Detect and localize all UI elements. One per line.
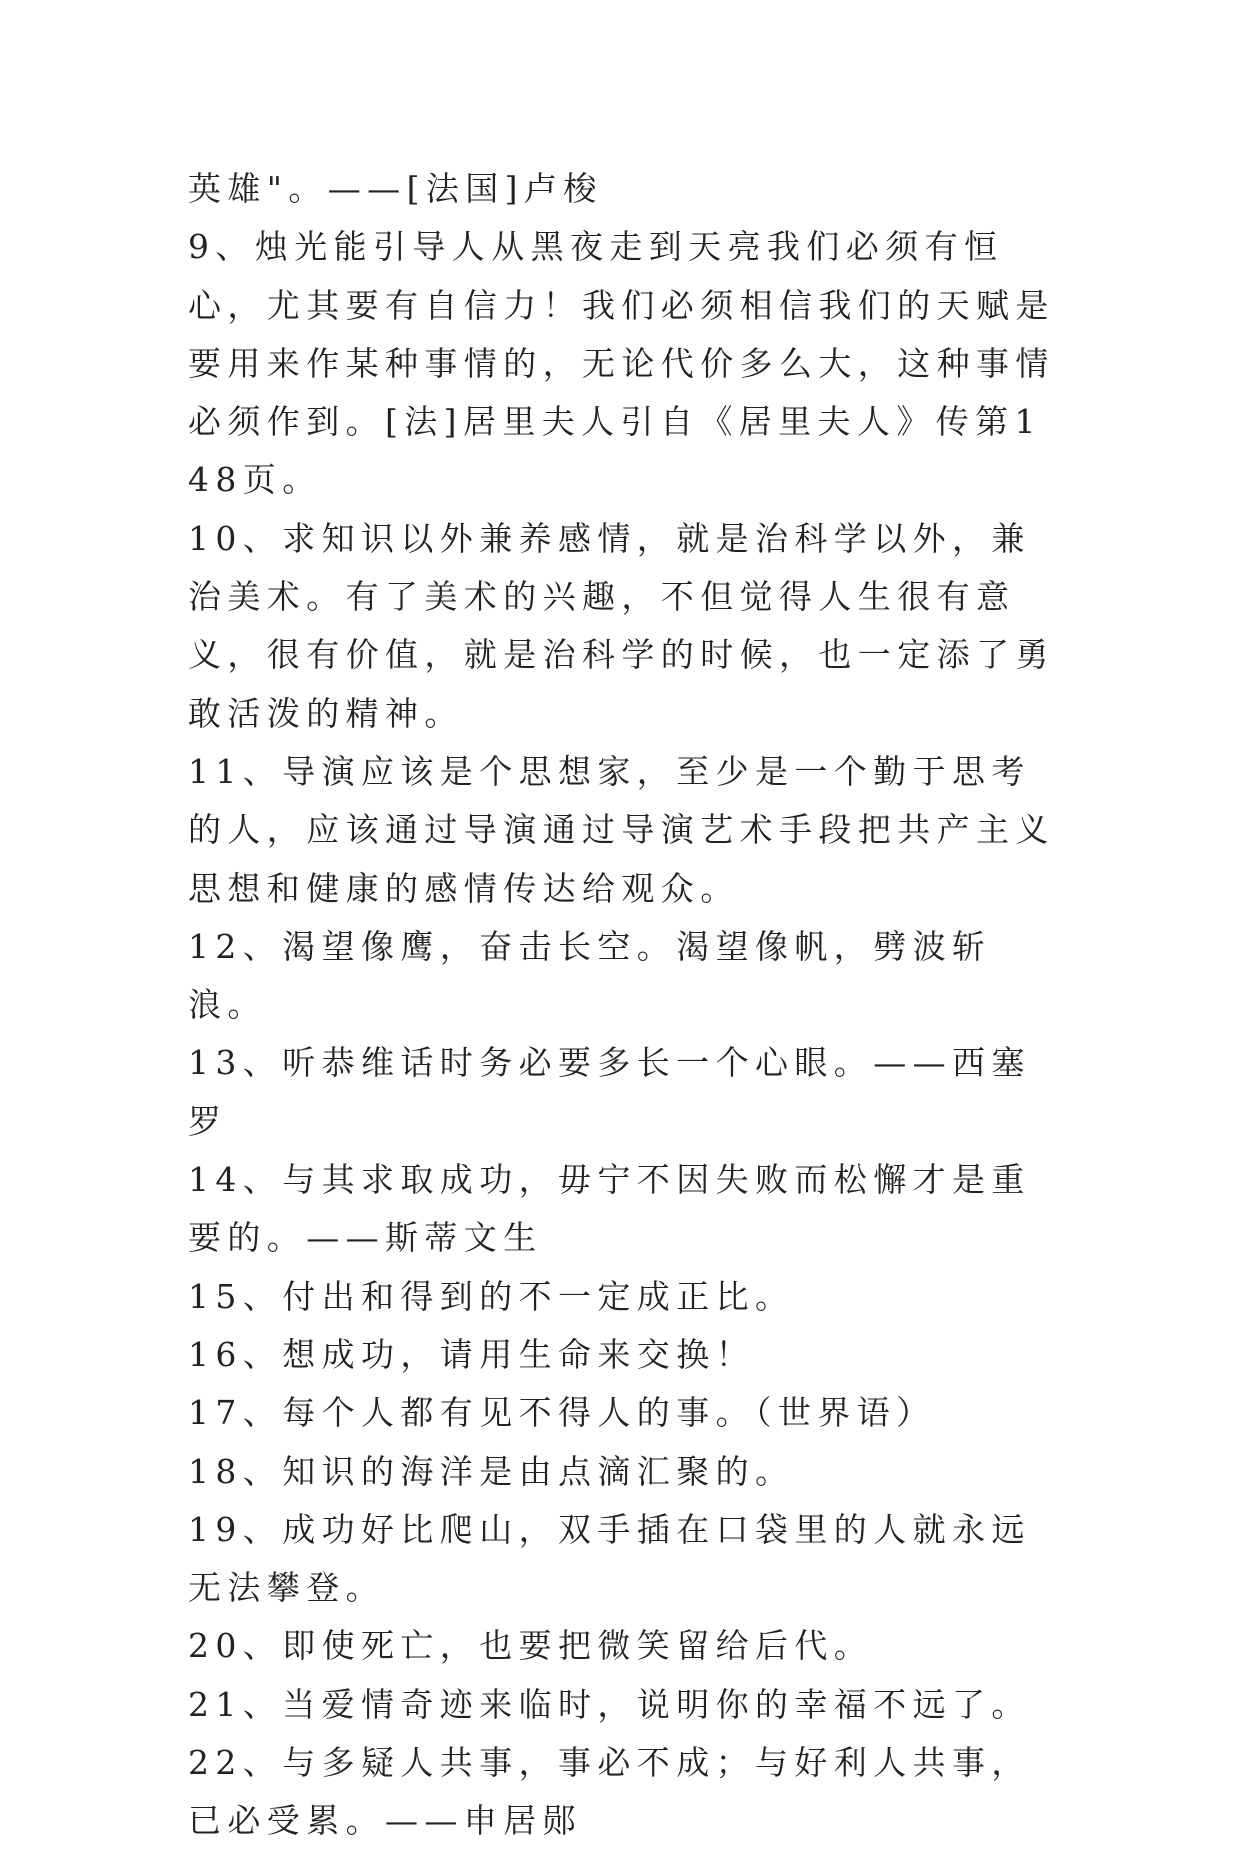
- quote-item-19: 19、成功好比爬山，双手插在口袋里的人就永远无法攀登。: [188, 1509, 1031, 1608]
- quote-item-9: 9、烛光能引导人从黑夜走到天亮我们必须有恒心，尤其要有自信力！我们必须相信我们的天赋是要用来作某种事情的，无论代价多么大，这种事情必须作到。[法]居里夫人引自《居里夫人》传第148页。: [188, 227, 1055, 500]
- quote-item-16: 16、想成功，请用生命来交换！: [188, 1334, 755, 1374]
- quote-item-20: 20、即使死亡，也要把微笑留给后代。: [188, 1626, 874, 1666]
- quote-item-18: 18、知识的海洋是由点滴汇聚的。: [188, 1451, 795, 1491]
- quote-item-22: 22、与多疑人共事，事必不成；与好利人共事，已必受累。——申居郧: [188, 1743, 1031, 1841]
- quote-item-14: 14、与其求取成功，毋宁不因失败而松懈才是重要的。——斯蒂文生: [188, 1160, 1031, 1258]
- quote-item-13: 13、听恭维话时务必要多长一个心眼。——西塞罗: [188, 1043, 1031, 1141]
- quote-item-11: 11、导演应该是个思想家，至少是一个勤于思考的人，应该通过导演通过导演艺术手段把共产主义思想和健康的感情传达给观众。: [188, 751, 1055, 908]
- document-body: [188, 160, 1068, 1851]
- quote-item-17: 17、每个人都有见不得人的事。（世界语）: [188, 1393, 936, 1433]
- quote-item-21: 21、当爱情奇迹来临时，说明你的幸福不远了。: [188, 1684, 1031, 1724]
- quote-item-12: 12、渴望像鹰，奋击长空。渴望像帆，劈波斩浪。: [188, 926, 992, 1025]
- quote-item-10: 10、求知识以外兼养感情，就是治科学以外，兼治美术。有了美术的兴趣，不但觉得人生很有意义，很有价值，就是治科学的时候，也一定添了勇敢活泼的精神。: [188, 518, 1055, 733]
- quote-item-15: 15、付出和得到的不一定成正比。: [188, 1276, 795, 1316]
- paragraph-continuation: 英雄"。——[法国]卢梭: [188, 169, 603, 208]
